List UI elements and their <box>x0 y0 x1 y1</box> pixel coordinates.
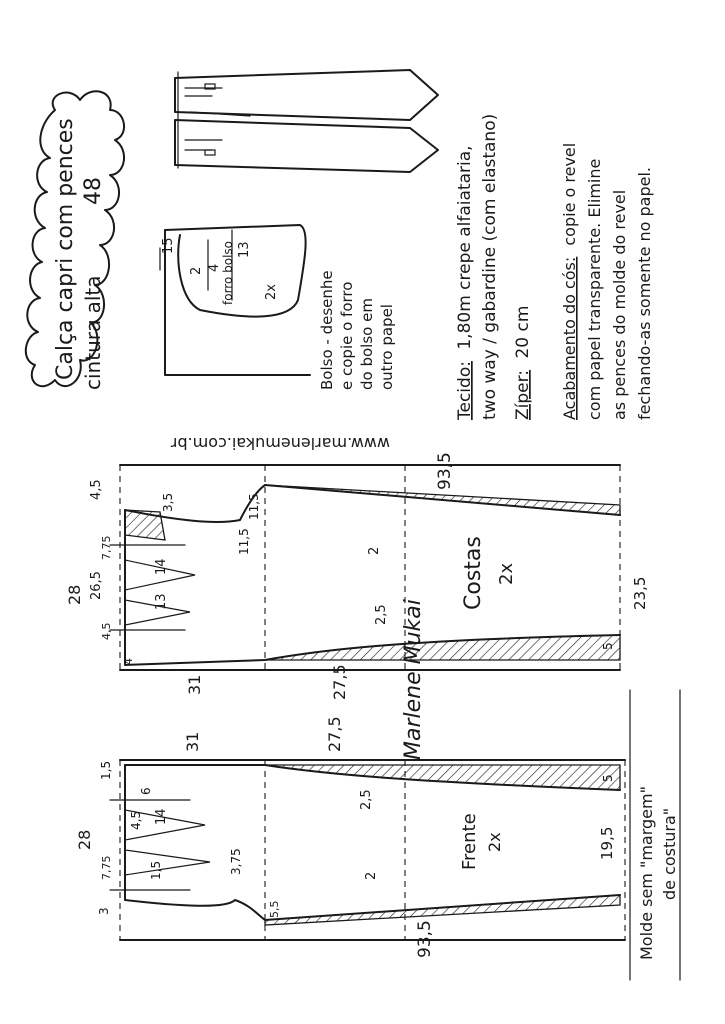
back-hip: 31 <box>185 674 204 695</box>
zipper-label: Zíper: <box>513 369 533 420</box>
back-waist: 28 <box>65 584 84 605</box>
front-dart-mid: 4,5 <box>129 810 143 830</box>
pocket-note-line4: outro papel <box>378 304 396 390</box>
front-dart-a: 6 <box>139 787 153 795</box>
back-name: Costas <box>461 536 486 610</box>
back-dart-short: 13 <box>154 593 169 610</box>
back-knee: 27,5 <box>330 664 349 700</box>
front-crotch-ext: 3,75 <box>229 848 243 875</box>
back-outseam-shape: 2,5 <box>374 604 389 625</box>
back-dart-spacing: 7,75 <box>100 535 113 560</box>
title-size: 48 <box>81 177 106 205</box>
front-dart-long: 14 <box>154 808 169 825</box>
back-waist-sub: 26,5 <box>89 571 104 600</box>
finish-line4: fechando-as somente no papel. <box>635 166 654 420</box>
front-crotch-depth: 5,5 <box>268 900 281 918</box>
finish-line1: copie o revel <box>560 142 579 246</box>
website: www.marlenemukai.com.br <box>170 434 390 453</box>
back-crotch-depth: 11,5 <box>247 493 261 520</box>
front-hem-side: 5 <box>601 774 615 782</box>
fabric-label: Tecido: <box>455 361 475 420</box>
front-crotch-step: 3 <box>97 907 111 915</box>
material-notes <box>455 114 654 421</box>
front-knee: 27,5 <box>325 716 344 752</box>
pocket-count: 2x <box>264 284 279 300</box>
front-hip: 31 <box>183 731 202 752</box>
front-outseam-shape: 2,5 <box>359 789 374 810</box>
pocket-sketch <box>160 225 310 375</box>
finish-label: Acabamento do cós: <box>560 256 579 420</box>
pocket-note <box>318 270 396 390</box>
finish-line2: com papel transparente. Elimine <box>585 158 604 420</box>
front-length: 93,5 <box>415 920 435 958</box>
back-length: 93,5 <box>435 452 455 490</box>
front-waist: 28 <box>75 829 94 850</box>
back-hem-side: 5 <box>601 642 615 650</box>
back-waist-rise: 4 <box>122 658 135 665</box>
seam-note-line2: de costura" <box>660 807 679 900</box>
seam-note-line1: Molde sem "margem" <box>637 786 656 960</box>
fabric-line1: 1,80m crepe alfaiataria, <box>455 145 475 350</box>
pocket-note-line2: e copie o forro <box>338 281 356 390</box>
front-name: Frente <box>459 813 480 870</box>
back-hem: 23,5 <box>631 576 649 610</box>
title-line2: cintura alta <box>81 275 105 390</box>
back-crotch-ext: 3,5 <box>161 492 175 512</box>
front-count: 2x <box>485 832 504 852</box>
back-piece <box>65 452 649 700</box>
back-inseam-shape: 2 <box>367 546 382 555</box>
front-dart-width: 1,5 <box>149 860 163 880</box>
pocket-dim-2: 2 <box>189 266 204 275</box>
zipper-value: 20 cm <box>513 305 533 359</box>
pocket-dim-15: 15 <box>161 237 176 254</box>
back-count: 2x <box>496 562 517 585</box>
svg-text:Tecido: 1,80m crepe alfa <box>455 145 475 421</box>
pocket-dim-13: 13 <box>237 241 252 258</box>
back-dart-long: 14 <box>154 558 169 575</box>
title-cloud <box>26 91 124 390</box>
pocket-note-line1: Bolso - desenhe <box>318 270 336 390</box>
front-piece <box>75 716 625 958</box>
front-hem: 19,5 <box>598 826 616 860</box>
signature: Marlene Mukai <box>401 599 426 760</box>
fabric-line2: two way / gabardine (com elastano) <box>480 113 500 420</box>
back-dart-gap: 4,5 <box>100 622 113 640</box>
seam-note <box>630 690 680 980</box>
front-waist-side: 1,5 <box>99 760 113 780</box>
finish-line3: as pences do molde do revel <box>610 189 629 420</box>
pocket-note-line3: do bolso em <box>358 298 376 390</box>
back-crotch-top: 4,5 <box>89 479 104 500</box>
pants-illustration <box>175 70 438 172</box>
svg-text:Acabamento do cós: copie <box>560 143 579 420</box>
pocket-label: forro bolso <box>221 240 235 305</box>
title-line1: Calça capri com pences <box>53 118 78 380</box>
pocket-dim-4: 4 <box>207 263 222 272</box>
svg-text:Zíper: 20 cm <box>513 306 533 420</box>
front-inseam-shape: 2 <box>364 871 379 880</box>
back-crotch-level: 11,5 <box>237 528 251 555</box>
front-dart-spacing: 7,75 <box>100 855 113 880</box>
